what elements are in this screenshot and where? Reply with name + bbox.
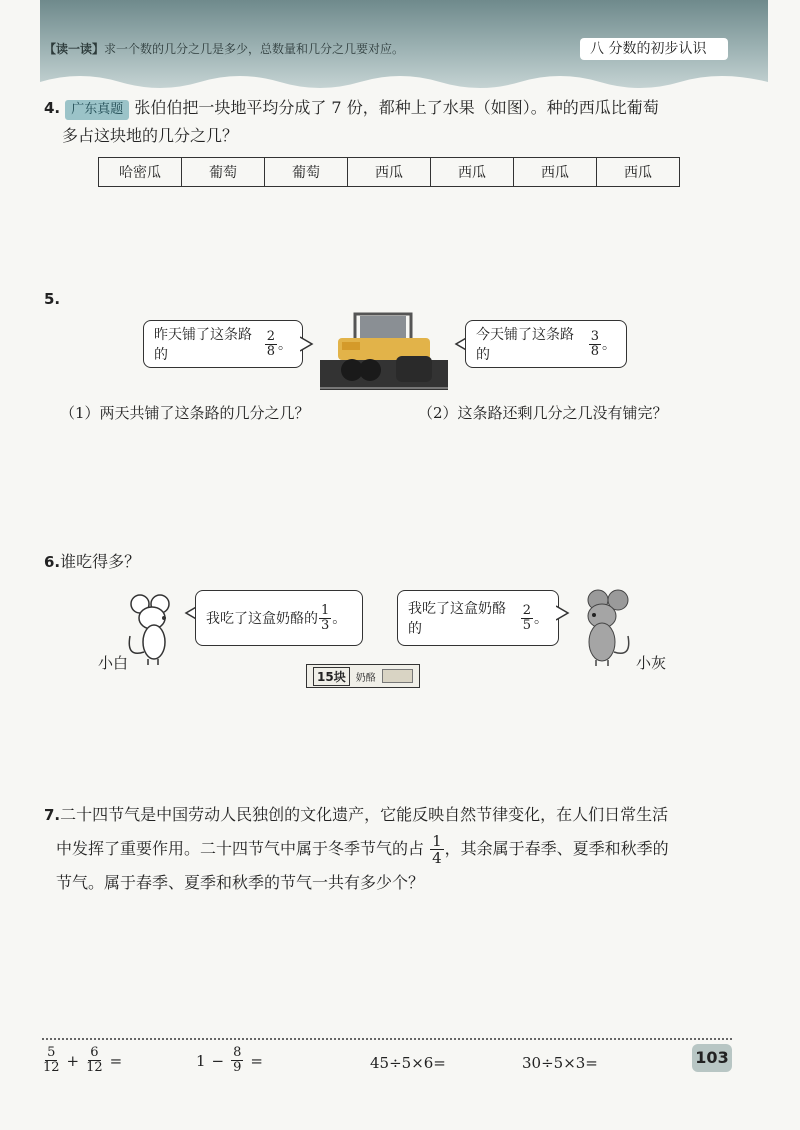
bubble-end: 。: [278, 337, 292, 353]
q7-number: 7.: [44, 806, 61, 824]
tip-text: 求一个数的几分之几是多少，总数量和几分之几要对应。: [104, 42, 405, 56]
fruit-cell: 西瓜: [597, 158, 680, 187]
chapter-title: 八 分数的初步认识: [580, 38, 728, 60]
fraction: $\frac{1}{4}$: [432, 832, 442, 867]
bubble-pointer: [300, 336, 314, 352]
mouse-gray-name: 小灰: [636, 654, 667, 672]
cheese-box: [306, 664, 420, 688]
fruit-cell: 西瓜: [348, 158, 431, 187]
q6-number: 6.: [44, 553, 61, 571]
equals: =: [250, 1051, 263, 1070]
q5-number: 5.: [44, 290, 61, 308]
page-number: 103: [692, 1044, 732, 1072]
mouse-white-name: 小白: [98, 654, 129, 672]
q7-line1: 二十四节气是中国劳动人民独创的文化遗产，它能反映自然节律变化，在人们日常生活: [60, 805, 669, 824]
fraction: $\frac{2}{5}$: [522, 602, 531, 633]
fraction: $\frac{6}{12}$: [86, 1045, 103, 1075]
calc-4: 30÷5×3=: [522, 1054, 598, 1072]
q5-right-bubble: [465, 320, 627, 368]
footer-divider: [42, 1038, 732, 1040]
q5-sub1: （1）两天共铺了这条路的几分之几？: [60, 404, 310, 422]
reading-tip: [44, 40, 404, 57]
fraction: $\frac{2}{8}$: [266, 328, 275, 359]
q7-line2a: 中发挥了重要作用。二十四节气中属于冬季节气的占: [56, 839, 425, 858]
calc-3: 45÷5×6=: [370, 1054, 446, 1072]
fruit-cell: 西瓜: [514, 158, 597, 187]
fruit-cell: 葡萄: [265, 158, 348, 187]
bubble-end: 。: [534, 611, 548, 627]
bubble-pointer: [556, 605, 570, 621]
question-6: [44, 548, 140, 576]
fraction: $\frac{1}{3}$: [321, 602, 330, 633]
q7-line2b: ，其余属于春季、夏季和秋季的: [444, 839, 669, 858]
q6-right-bubble: [397, 590, 559, 646]
cheese-box-brand: 奶酪: [355, 672, 376, 684]
q5-left-bubble: [143, 320, 303, 368]
fruit-table: [98, 157, 680, 187]
mouse-gray-icon: [572, 588, 638, 668]
road-roller-icon: [320, 310, 448, 390]
q7-line3: 节气。属于春季、夏季和秋季的节气一共有多少个？: [56, 873, 425, 892]
number: 1: [196, 1051, 206, 1070]
operator: −: [211, 1051, 225, 1070]
fraction: $\frac{3}{8}$: [590, 328, 599, 359]
bubble-text: 我吃了这盒奶酪的: [206, 611, 318, 627]
fraction: $\frac{5}{12}$: [43, 1045, 60, 1075]
question-7: [44, 800, 744, 898]
calc-1: [42, 1046, 122, 1075]
bubble-text: 今天铺了这条路的: [476, 327, 574, 363]
q4-line2: 多占这块地的几分之几？: [62, 126, 239, 145]
fruit-cell: 哈密瓜: [99, 158, 182, 187]
equals: =: [109, 1051, 123, 1070]
question-4: [44, 94, 659, 150]
q5-sub2: （2）这条路还剩几分之几没有铺完？: [418, 404, 668, 422]
bubble-text: 昨天铺了这条路的: [154, 327, 252, 363]
tip-tag: 【读一读】: [44, 42, 105, 56]
fruit-cell: 葡萄: [182, 158, 265, 187]
q4-badge: 广东真题: [65, 100, 129, 120]
cheese-icon: [382, 669, 413, 683]
q4-number: 4.: [44, 99, 61, 117]
cheese-box-label: 15块: [313, 667, 350, 686]
calc-2: [196, 1046, 263, 1075]
operator: +: [66, 1051, 80, 1070]
mouse-white-icon: [120, 592, 186, 666]
q6-left-bubble: [195, 590, 363, 646]
fruit-cell: 西瓜: [431, 158, 514, 187]
q4-line1: 张伯伯把一块地平均分成了 7 份，都种上了水果（如图）。种的西瓜比葡萄: [134, 98, 659, 117]
bubble-text: 我吃了这盒奶酪的: [408, 601, 506, 637]
bubble-end: 。: [602, 337, 616, 353]
bubble-end: 。: [332, 611, 347, 627]
q6-title: 谁吃得多？: [60, 552, 141, 571]
fraction: $\frac{8}{9}$: [233, 1045, 242, 1075]
